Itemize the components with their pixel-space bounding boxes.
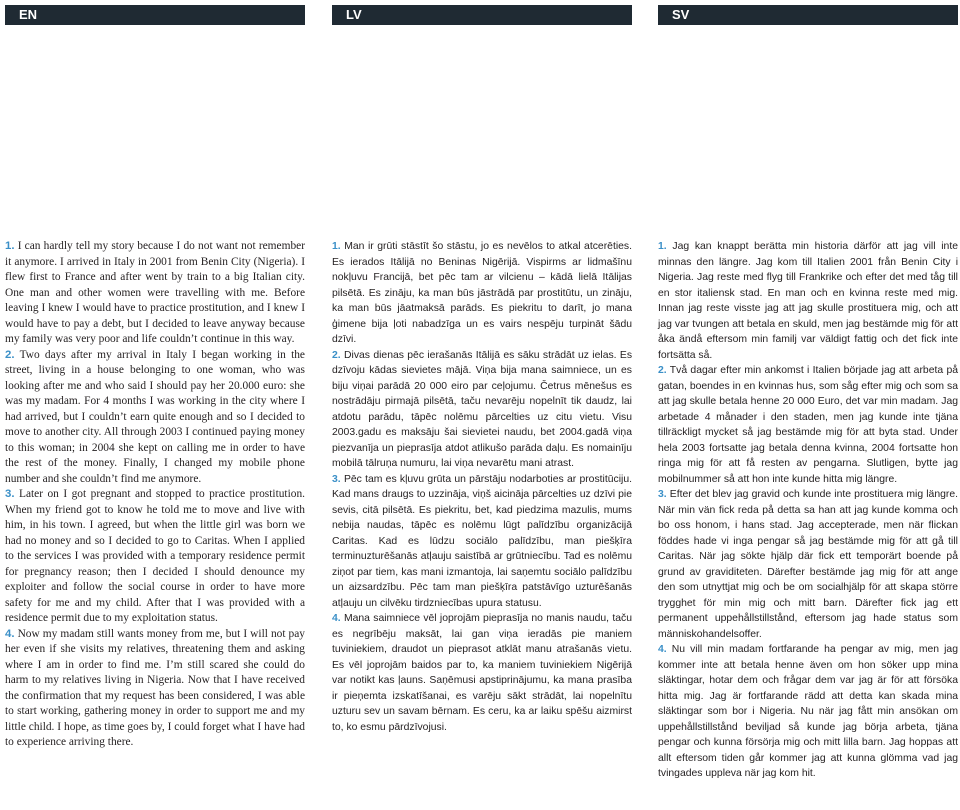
paragraph-text: Två dagar efter min ankomst i Italien började jag att arbeta på gatan, boendes in en kvinnas hus, som såg efter mig och som sa att jag skulle betala henne 20 000 Euro, det var min madam. Jag arbetade 4 månader i den staden, men jag kunde inte tjäna tillräckligt mycket så jag bestämde mig för att byta stad. Under hela 2003 fortsatte jag betala denna kvinna, 2004 fortsatte hon ringa mig för att få resten av pengarna. Slutligen, bytte jag mobilnummer så att hon inte kunde hitta mig längre. [658, 365, 959, 485]
paragraph-1 [332, 239, 632, 348]
paragraph-number: 1. [5, 240, 15, 252]
paragraph-4 [332, 611, 632, 735]
paragraph-text: Jag kan knappt berätta min historia därför att jag vill inte minnas den längre. Jag kom till Italien 2001 från Benin City i Nigeria. Jag reste med flyg till Frankrike och efter det med tåg till en stor italiensk stad. En man och en kvinna reste med mig. Innan jag reste visste jag att jag skulle prostituera mig, och att jag var tvungen att betala en skuld, men jag bestämde mig för att åka ändå eftersom min familj var väldigt fattig och det fick inte fortsätta så. [658, 241, 958, 361]
column-lv [332, 0, 633, 733]
paragraph-text: Pēc tam es kļuvu grūta un pārstāju nodarboties ar prostitūciju. Kad mans draugs to uzzināja, viņš aicināja pārcelties uz dzīvi pie sevis, citā pilsētā. Es piekritu, bet, kad piedzima mazulis, mums nebija naudas, tāpēc es nolēmu lūgt palīdzību organizācijā Caritas. Kad es lūdzu sociālo palīdzību, man piešķīra terminuzturēšanās atļauju saistībā ar grūtniecību. Tad es nolēmu ziņot par tiem, kas mani izmantoja, lai saņemtu sociālo palīdzību un aizsardzību. Pēc tam man piešķīra patstāvīgo uzturēšanās atļauju un cilvēku tirdzniecības upura statusu. [332, 473, 632, 609]
paragraph-text: Nu vill min madam fortfarande ha pengar av mig, men jag kommer inte att betala henne även om hon söker upp mina släktingar, hotar dem och frågar dem var jag är för att försöka hitta mig. Jag är fortfarande rädd att detta kan skada mina släktingar som bor i Nigeria. Nu när jag fått min ansökan om uppehållstillstånd beviljad så kunde jag börja arbeta, tjäna pengar och kunna försörja mig och mitt lilla barn. Jag hoppas att allt eftersom tiden går kommer jag att kunna glömma vad jag tvingades uppleva när jag kom hit. [658, 644, 958, 779]
paragraph-number: 2. [332, 349, 341, 361]
story-text-sv [658, 239, 958, 782]
paragraph-1 [5, 239, 305, 348]
paragraph-text: Two days after my arrival in Italy I began working in the street, living in a house belonging to one woman, who was looking after me and who said I should pay her 20.000 euro: she was my madam. For 4 months I was working in the city where I had arrived, but I couldn’t earn quite enough and so I decided to move to another city. All through 2003 I continued paying money to this woman; in 2004 she kept on calling me in order to have the rest of the money. Finally, I changed my mobile phone number and she couldn’t find me anymore. [5, 348, 305, 485]
paragraph-text: Now my madam still wants money from me, but I will not pay her even if she visits my relatives, threatening them and asking where I am in order to find me. I’m still scared she could do harm to my relatives living in Nigeria. Now that I have received the confirmation that my request has been considered, I was able to start working, gathering money in order to support me and my little child. I hope, as time goes by, I could forget what I have had to experience arriving there. [5, 627, 306, 748]
paragraph-number: 1. [658, 241, 667, 252]
paragraph-number: 3. [332, 473, 341, 485]
paragraph-3 [332, 472, 632, 612]
language-header-lv: LV [332, 5, 632, 25]
paragraph-text: I can hardly tell my story because I do not want not remember it anymore. I arrived in Italy in 2001 from Benin City (Nigeria). I flew first to France and after went by train to a big Italian city. One man and other women were travelling with me. Before leaving I knew I would have to practice prostitution, and I knew I would have to pay a debt, but I decided to leave anyway because my family was very poor and life couldn’t continue in this way. [5, 240, 305, 345]
paragraph-3 [658, 487, 958, 642]
paragraph-text: Divas dienas pēc ierašanās Itālijā es sāku strādāt uz ielas. Es dzīvoju kādas sievietes mājā. Viņa bija mana saimniece, un es biju viņai parādā 20 000 eiro par ceļojumu. Četrus mēnešus es nostrādāju pirmajā pilsētā, taču nevarēju nopelnīt tik daudz, lai atdotu parādu, tāpēc nolēmu pārcelties uz citu vietu. Visu 2003.gadu es maksāju šai sievietei naudu, bet 2004.gadā viņa piezvanīja un pieprasīja atdot atlikušo parāda daļu. Es nomainīju mobilā tālruņa numuru, lai viņa nevarētu mani atrast. [332, 349, 633, 469]
paragraph-3 [5, 487, 305, 627]
paragraph-number: 1. [332, 241, 341, 252]
paragraph-text: Efter det blev jag gravid och kunde inte prostituera mig längre. När min vän fick reda på detta sa han att jag kunde komma och bo oss honom, i hans stad. Jag accepterade, men när flickan föddes hade vi inga pengar så jag bestämde mig för att gå till Caritas. När jag sökte hjälp där fick ett temporärt boende på grund av graviditeten. Därefter bestämde jag mig för att ange den som utnyttjat mig och be om socialhjälp för att skapa större trygghet för min mig och mitt barn. Därefter fick jag ett permanent uppehållstillstånd, eftersom jag hade status som människohandelsoffer. [658, 489, 959, 640]
story-text-lv [332, 239, 632, 735]
paragraph-number: 2. [658, 365, 667, 376]
paragraph-2 [332, 348, 632, 472]
paragraph-number: 4. [5, 627, 15, 640]
paragraph-2 [658, 363, 958, 487]
paragraph-4 [5, 627, 305, 751]
paragraph-number: 3. [5, 488, 15, 500]
column-sv [658, 0, 959, 779]
paragraph-number: 4. [332, 613, 341, 624]
paragraph-1 [658, 239, 958, 363]
paragraph-number: 2. [5, 348, 15, 361]
paragraph-text: Man ir grūti stāstīt šo stāstu, jo es nevēlos to atkal atcerēties. Es ierados Itālijā no Beninas Nigērijā. Vispirms ar lidmašīnu nokļuvu Francijā, bet pēc tam ar vilcienu – kādā lielā Itālijas pilsētā. Es zināju, ka man būs jāstrādā par prostitūtu, un zināju, ka man būs jāatmaksā parāds. Es piekritu to darīt, jo mana ģimene bija ļoti nabadzīga un es vairs nespēju turpināt šādu dzīvi. [332, 241, 632, 345]
paragraph-2 [5, 348, 305, 488]
column-en [5, 0, 306, 748]
language-header-en: EN [5, 5, 305, 25]
paragraph-number: 3. [658, 489, 667, 500]
story-text-en [5, 239, 305, 751]
paragraph-number: 4. [658, 644, 667, 655]
paragraph-text: Mana saimniece vēl joprojām pieprasīja no manis naudu, taču es negrībēju maksāt, lai gan viņa ieradās pie maniem tuviniekiem, draudot un pieprasot atklāt manu atrašanās vietu. Es vēl joprojām baidos par to, ka maniem tuviniekiem Nigērijā var notikt kas ļauns. Saņēmusi apstiprinājumu, ka mana prasība ir pieņemta izskatīšanai, es varēju sākt strādāt, lai nopelnītu uzturu sev un savam bērnam. Es ceru, ka ar laiku spēšu aizmirst to, ko esmu pārdzīvojusi. [332, 613, 632, 733]
paragraph-4 [658, 642, 958, 782]
language-header-sv: SV [658, 5, 958, 25]
paragraph-text: Later on I got pregnant and stopped to practice prostitution. When my friend got to know he told me to move and live with him, in his town. I agreed, but when the little girl was born we had no money and so I decided to go to Caritas. When I applied to the services I was provided with a temporary residence permit for pregnancy reason; then I decided I should denounce my exploiter and follow the social course in order to have more safety for me and my child. After that I was provided with a residence permit due to my exploitation status. [5, 488, 305, 624]
